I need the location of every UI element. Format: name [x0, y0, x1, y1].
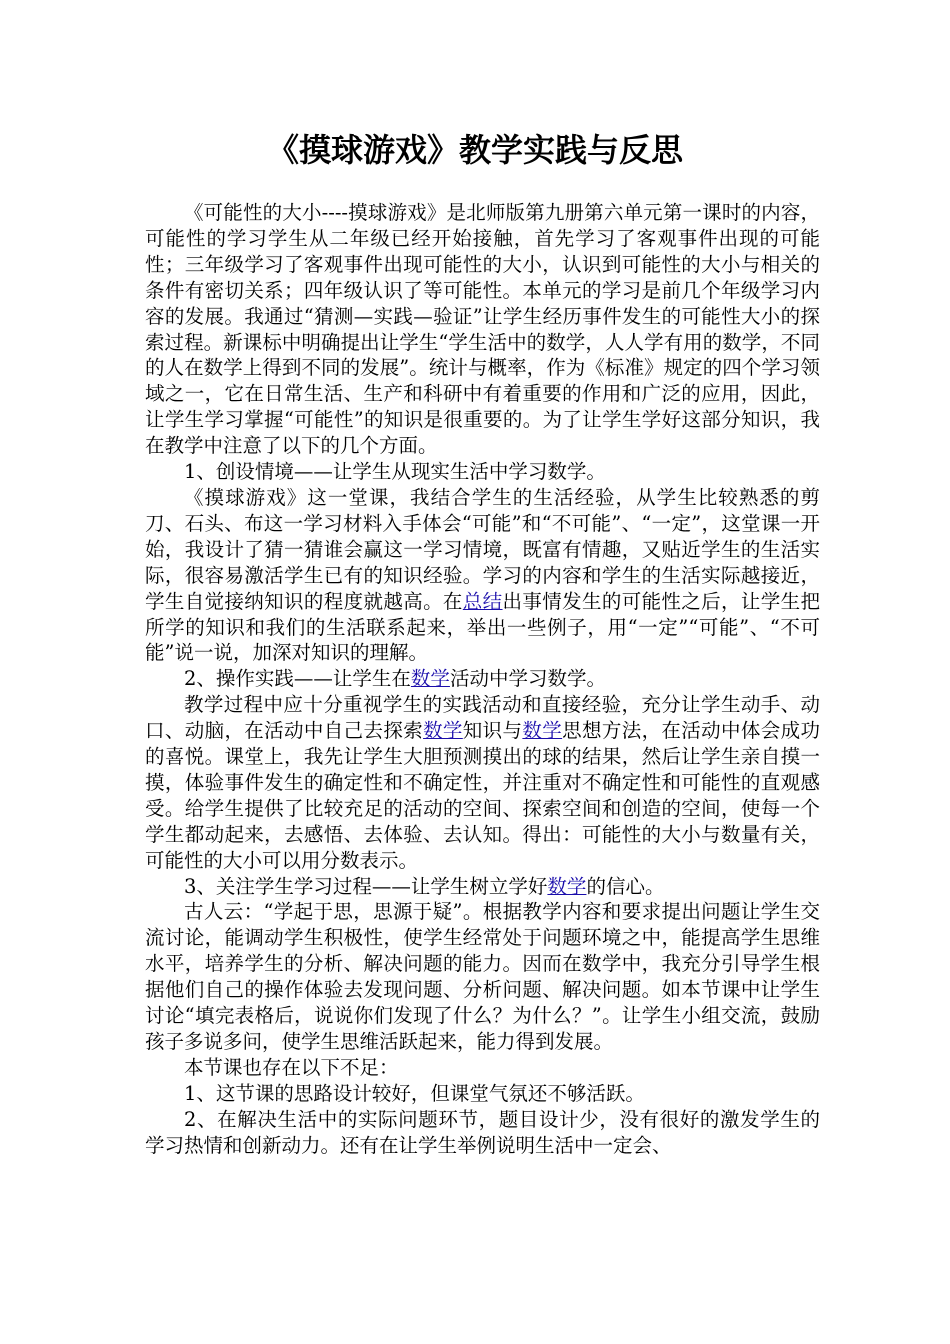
math-link-heading-2[interactable]: 数学	[410, 667, 450, 691]
section-1-text-start: 《摸球游戏》这一堂课，我结合学生的生活经验，从学生比较熟悉的剪刀、石头、布这一学习材料入手体会“可能”和“不可能”、“一定”，这堂课一开始，我设计了猜一猜谁会赢这一学习情境，既富有情趣，又贴近学生的生活实际，很容易激活学生已有的知识经验。学习的内容和学生的生活实际越接近，学生自觉接纳知识的程度就越高。在	[145, 485, 820, 613]
section-heading-2	[145, 666, 820, 692]
section-2-text-end: 思想方法，在活动中体会成功的喜悦。课堂上，我先让学生大胆预测摸出的球的结果，然后让学生亲自摸一摸，体验事件发生的确定性和不确定性，并注重对不确定性和可能性的直观感受。给学生提供了比较充足的活动的空间、探索空间和创造的空间，使每一个学生都动起来，去感悟、去体验、去认知。得出：可能性的大小与数量有关，可能性的大小可以用分数表示。	[145, 719, 820, 872]
section-heading-3-start: 3、关注学生学习过程——让学生树立学好	[184, 874, 548, 898]
section-1-paragraph	[145, 485, 820, 666]
section-1-text-end: 出事情发生的可能性之后，让学生把所学的知识和我们的生活联系起来，举出一些例子，用“一定”“可能”、“不可能”说一说，加深对知识的理解。	[145, 589, 820, 665]
document-body	[145, 200, 820, 1159]
document-title: 《摸球游戏》教学实践与反思	[266, 131, 683, 169]
section-2-paragraph	[145, 692, 820, 873]
section-heading-3-end: 的信心。	[586, 874, 665, 898]
shortcomings-intro: 本节课也存在以下不足：	[184, 1055, 399, 1079]
section-heading-3	[145, 874, 820, 900]
shortcoming-1: 1、这节课的思路设计较好，但课堂气氛还不够活跃。	[184, 1081, 645, 1105]
section-heading-1: 1、创设情境——让学生从现实生活中学习数学。	[184, 460, 606, 484]
summary-link[interactable]: 总结	[462, 589, 503, 613]
math-link-2[interactable]: 数学	[522, 719, 563, 743]
intro-paragraph: 《可能性的大小----摸球游戏》是北师版第九册第六单元第一课时的内容，可能性的学习学生从二年级已经开始接触，首先学习了客观事件出现的可能性；三年级学习了客观事件出现可能性的大小，认识到可能性的大小与相关的条件有密切关系；四年级认识了等可能性。本单元的学习是前几个年级学习内容的发展。我通过“猜测—实践—验证”让学生经历事件发生的可能性大小的探索过程。新课标中明确提出让学生“学生活中的数学，人人学有用的数学，不同的人在数学上得到不同的发展”。统计与概率，作为《标准》规定的四个学习领域之一，它在日常生活、生产和科研中有着重要的作用和广泛的应用，因此，让学生学习掌握“可能性”的知识是很重要的。为了让学生学好这部分知识，我在教学中注意了以下的几个方面。	[145, 201, 820, 458]
math-link-heading-3[interactable]: 数学	[547, 874, 587, 898]
section-heading-2-start: 2、操作实践——让学生在	[184, 667, 411, 691]
section-heading-2-end: 活动中学习数学。	[449, 667, 606, 691]
shortcoming-2: 2、在解决生活中的实际问题环节，题目设计少，没有很好的激发学生的学习热情和创新动力。还有在让学生举例说明生活中一定会、	[145, 1107, 820, 1157]
section-3-paragraph: 古人云：“学起于思，思源于疑”。根据教学内容和要求提出问题让学生交流讨论，能调动学生积极性，使学生经常处于问题环境之中，能提高学生思维水平，培养学生的分析、解决问题的能力。因而在数学中，我充分引导学生根据他们自己的操作体验去发现问题、分析问题、解决问题。如本节课中让学生讨论“填完表格后，说说你们发现了什么？为什么？”。让学生小组交流，鼓励孩子多说多问，使学生思维活跃起来，能力得到发展。	[145, 900, 820, 1053]
section-2-text-start: 教学过程中应十分重视学生的实践活动和直接经验，充分让学生动手、动口、动脑，在活动中自己去探索	[145, 693, 820, 743]
section-2-text-middle: 知识与	[462, 719, 523, 743]
math-link-1[interactable]: 数学	[423, 719, 463, 743]
